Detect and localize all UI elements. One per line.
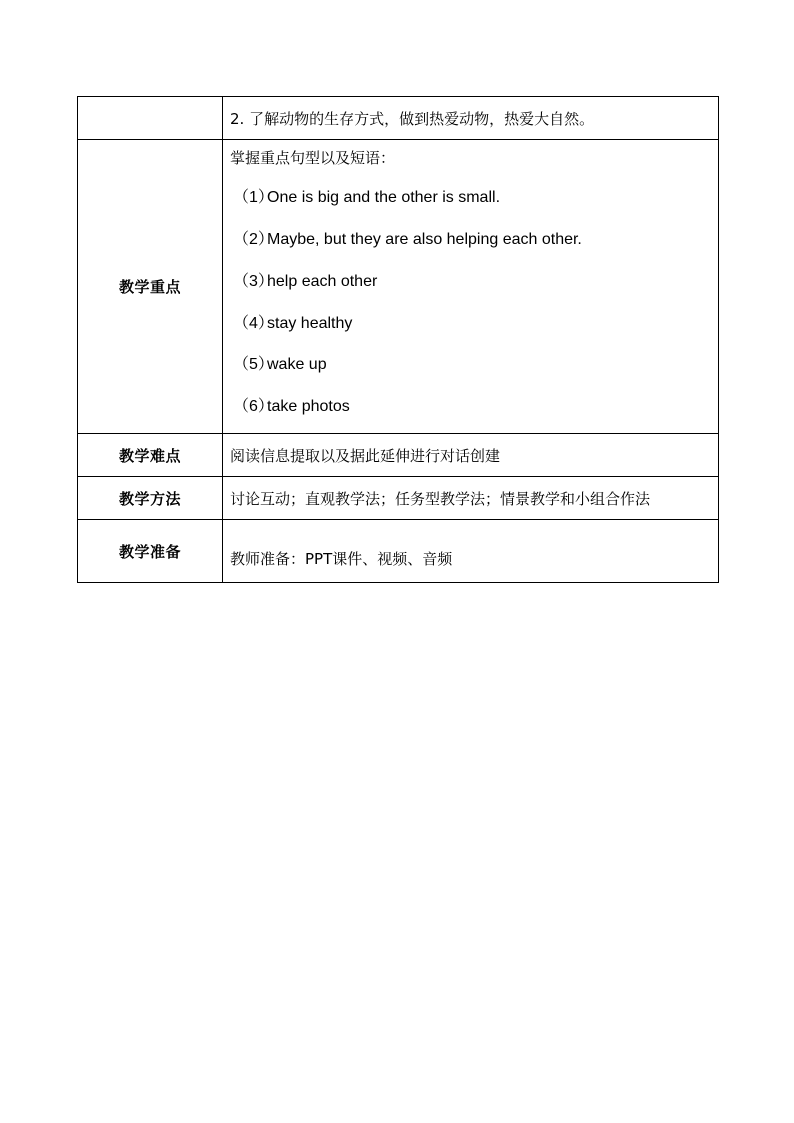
lesson-plan-table — [77, 96, 719, 583]
table-row-difficult — [78, 434, 719, 477]
table-row-goal — [78, 97, 719, 140]
goal-label — [78, 97, 223, 140]
focus-item-number: （5） — [233, 356, 274, 374]
focus-label: 教学重点 — [78, 140, 223, 434]
focus-item-number: （1） — [233, 189, 274, 207]
focus-item — [230, 219, 718, 261]
focus-item — [230, 386, 718, 428]
table-row-method — [78, 477, 719, 520]
prep-text: 教师准备：PPT课件、视频、音频 — [230, 549, 453, 568]
focus-item-text: take photos — [267, 398, 350, 416]
prep-text-cell — [223, 520, 719, 583]
focus-item — [230, 344, 718, 386]
focus-item-number: （6） — [233, 398, 274, 416]
focus-item-number: （2） — [233, 230, 274, 248]
table-row-focus — [78, 140, 719, 434]
method-text-cell — [223, 477, 719, 520]
focus-list — [230, 145, 718, 428]
focus-item — [230, 177, 718, 219]
focus-item-text: stay healthy — [267, 314, 353, 332]
focus-item-number: （4） — [233, 314, 274, 332]
focus-item — [230, 303, 718, 345]
prep-label: 教学准备 — [78, 520, 223, 583]
focus-item-number: （3） — [233, 272, 274, 290]
focus-content-cell — [223, 140, 719, 434]
method-label: 教学方法 — [78, 477, 223, 520]
difficult-label: 教学难点 — [78, 434, 223, 477]
focus-item-text: Maybe, but they are also helping each other. — [267, 230, 582, 248]
difficult-text-cell — [223, 434, 719, 477]
goal-text: 2. 了解动物的生存方式，做到热爱动物，热爱大自然。 — [230, 109, 595, 128]
difficult-text: 阅读信息提取以及据此延伸进行对话创建 — [230, 446, 501, 465]
table-row-prep — [78, 520, 719, 583]
focus-item — [230, 261, 718, 303]
focus-item-text: wake up — [267, 356, 327, 374]
focus-item-text: help each other — [267, 272, 378, 290]
focus-intro: 掌握重点句型以及短语： — [230, 149, 396, 168]
goal-text-cell — [223, 97, 719, 140]
method-text: 讨论互动；直观教学法；任务型教学法；情景教学和小组合作法 — [230, 489, 651, 508]
focus-item-text: One is big and the other is small. — [267, 189, 501, 207]
